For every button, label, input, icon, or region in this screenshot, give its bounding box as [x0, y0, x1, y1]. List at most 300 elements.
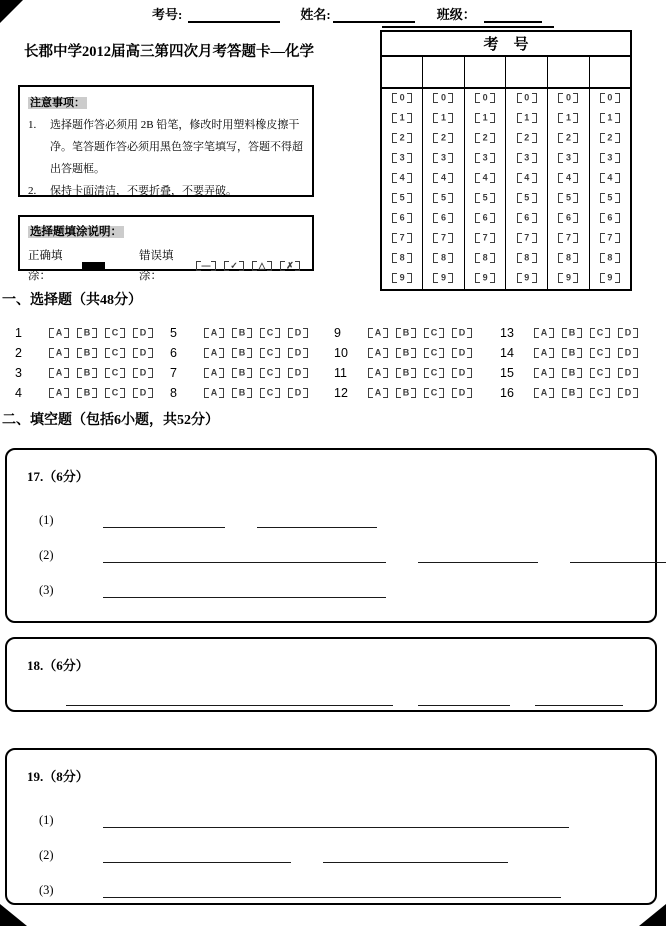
q7-option-C[interactable] — [260, 368, 280, 378]
q6-option-B[interactable] — [232, 348, 252, 358]
exam-no-blank[interactable] — [188, 10, 280, 23]
q13-option-C[interactable] — [590, 328, 610, 338]
exam-no-bubble-2[interactable] — [558, 133, 578, 143]
answer-blank[interactable] — [103, 886, 561, 898]
exam-grid-cell — [506, 189, 548, 209]
bubble-label: A — [374, 347, 382, 358]
exam-no-bubble-7[interactable] — [517, 233, 537, 243]
exam-no-bubble-7[interactable] — [558, 233, 578, 243]
q3-option-D[interactable] — [133, 368, 153, 378]
exam-no-bubble-6[interactable] — [558, 213, 578, 223]
bubble-label: A — [540, 367, 548, 378]
correct-fill-label: 正确填涂： — [28, 250, 63, 282]
bubble-label: C — [596, 327, 604, 338]
bubble-label: C — [266, 367, 274, 378]
q8-option-C[interactable] — [260, 388, 280, 398]
exam-no-bubble-1[interactable] — [517, 113, 537, 123]
q6-option-C[interactable] — [260, 348, 280, 358]
answer-blank[interactable] — [103, 516, 225, 528]
q11-option-C[interactable] — [424, 368, 444, 378]
q6-option-D[interactable] — [288, 348, 308, 358]
q14-option-A[interactable] — [534, 348, 554, 358]
exam-no-bubble-8[interactable] — [517, 253, 537, 263]
answer-blank[interactable] — [535, 694, 623, 706]
q2-option-B[interactable] — [77, 348, 97, 358]
exam-grid-cell — [506, 209, 548, 229]
bubble-label: C — [266, 327, 274, 338]
bubble-label: D — [139, 327, 147, 338]
choice-column — [334, 323, 500, 403]
choice-options — [530, 368, 642, 378]
choice-question-row — [500, 383, 642, 403]
exam-grid-cell — [464, 229, 506, 249]
q4-option-C[interactable] — [105, 388, 125, 398]
fill-section-heading: 二、填空题（包括6小题，共52分） — [2, 413, 219, 428]
q10-option-A[interactable] — [368, 348, 388, 358]
exam-no-bubble-4[interactable] — [475, 173, 495, 183]
bubble-label: D — [139, 347, 147, 358]
bubble-label: 3 — [440, 152, 446, 163]
exam-no-bubble-8[interactable] — [600, 253, 620, 263]
bubble-label: D — [458, 367, 466, 378]
exam-no-bubble-6[interactable] — [475, 213, 495, 223]
bubble-label: 2 — [482, 132, 488, 143]
bubble-label: B — [568, 327, 576, 338]
exam-grid-cell — [381, 88, 423, 109]
question-number: 9 — [334, 326, 341, 340]
q4-option-D[interactable] — [133, 388, 153, 398]
exam-no-bubble-0[interactable] — [392, 93, 412, 103]
q5-option-D[interactable] — [288, 328, 308, 338]
choice-question-row — [15, 323, 170, 343]
answer-blank[interactable] — [103, 816, 569, 828]
q7-option-D[interactable] — [288, 368, 308, 378]
question-box-17 — [5, 448, 657, 623]
bubble-label: 6 — [524, 212, 530, 223]
bubble-label: 4 — [440, 172, 446, 183]
answer-row-number: (1) — [39, 513, 54, 527]
choice-options — [200, 348, 312, 358]
exam-no-bubble-9[interactable] — [392, 273, 412, 283]
exam-no-bubble-4[interactable] — [392, 173, 412, 183]
bubble-label: 2 — [440, 132, 446, 143]
bubble-label: A — [55, 387, 63, 398]
bubble-label: 4 — [565, 172, 571, 183]
exam-no-bubble-2[interactable] — [600, 133, 620, 143]
choice-options — [45, 328, 157, 338]
q2-option-C[interactable] — [105, 348, 125, 358]
class-blank[interactable] — [484, 10, 542, 23]
q4-option-B[interactable] — [77, 388, 97, 398]
bubble-label: 0 — [440, 92, 446, 103]
bubble-label: 8 — [565, 252, 571, 263]
exam-no-bubble-6[interactable] — [517, 213, 537, 223]
answer-blank[interactable] — [103, 586, 386, 598]
q9-option-C[interactable] — [424, 328, 444, 338]
exam-grid-cell — [506, 229, 548, 249]
exam-grid-cell — [506, 169, 548, 189]
q10-option-C[interactable] — [424, 348, 444, 358]
notice-item-number: 2. — [28, 185, 37, 197]
exam-no-bubble-4[interactable] — [558, 173, 578, 183]
q16-option-D[interactable] — [618, 388, 638, 398]
exam-no-bubble-8[interactable] — [475, 253, 495, 263]
exam-number-grid — [380, 30, 632, 291]
q12-option-C[interactable] — [424, 388, 444, 398]
fill-instruction-row — [28, 246, 304, 286]
q12-option-D[interactable] — [452, 388, 472, 398]
exam-grid-cell — [464, 249, 506, 269]
bubble-label: 8 — [524, 252, 530, 263]
q2-option-D[interactable] — [133, 348, 153, 358]
q15-option-C[interactable] — [590, 368, 610, 378]
bubble-label: 7 — [482, 232, 488, 243]
question-number: 1 — [15, 326, 22, 340]
exam-no-bubble-2[interactable] — [517, 133, 537, 143]
exam-no-bubble-7[interactable] — [433, 233, 453, 243]
choice-options — [530, 348, 642, 358]
exam-grid-cell — [548, 129, 590, 149]
question-number: 5 — [170, 326, 177, 340]
exam-no-write-cell[interactable] — [381, 56, 423, 88]
exam-grid-cell — [381, 269, 423, 290]
notice-item-text: 选择题作答必须用 2B 铅笔，修改时用塑料橡皮擦干净。笔答题作答必须用黑色签字笔填写，答题不得超出答题框。 — [50, 119, 303, 175]
q1-option-A[interactable] — [49, 328, 69, 338]
q16-option-A[interactable] — [534, 388, 554, 398]
exam-no-write-cell[interactable] — [423, 56, 465, 88]
q16-option-C[interactable] — [590, 388, 610, 398]
exam-no-bubble-3[interactable] — [433, 153, 453, 163]
exam-no-bubble-8[interactable] — [558, 253, 578, 263]
answer-blank[interactable] — [323, 851, 508, 863]
wrong-fill-label: 错误填涂： — [139, 250, 174, 282]
bubble-label: 1 — [482, 112, 488, 123]
bubble-label: C — [111, 367, 119, 378]
exam-grid-cell — [589, 189, 631, 209]
q1-option-C[interactable] — [105, 328, 125, 338]
q8-option-D[interactable] — [288, 388, 308, 398]
bubble-label: D — [624, 327, 632, 338]
exam-grid-cell — [589, 229, 631, 249]
name-blank[interactable] — [333, 10, 415, 23]
choice-column — [500, 323, 642, 403]
exam-grid-cell — [589, 269, 631, 290]
exam-no-bubble-6[interactable] — [392, 213, 412, 223]
answer-row — [39, 549, 655, 563]
exam-no-bubble-3[interactable] — [475, 153, 495, 163]
exam-grid-cell — [381, 229, 423, 249]
choice-options — [200, 388, 312, 398]
notice-item — [28, 114, 304, 180]
bubble-label: 9 — [482, 272, 488, 283]
answer-blank[interactable] — [257, 516, 377, 528]
choice-options — [364, 348, 476, 358]
exam-no-write-cell[interactable] — [548, 56, 590, 88]
exam-no-bubble-2[interactable] — [392, 133, 412, 143]
bubble-label: 1 — [565, 112, 571, 123]
answer-blank[interactable] — [418, 694, 510, 706]
exam-no-bubble-3[interactable] — [517, 153, 537, 163]
bubble-label: B — [402, 347, 410, 358]
exam-no-write-cell[interactable] — [589, 56, 631, 88]
q11-option-B[interactable] — [396, 368, 416, 378]
exam-no-bubble-9[interactable] — [475, 273, 495, 283]
exam-no-bubble-0[interactable] — [558, 93, 578, 103]
exam-no-bubble-8[interactable] — [433, 253, 453, 263]
exam-grid-cell — [548, 229, 590, 249]
exam-grid-cell — [548, 269, 590, 290]
choice-options — [200, 368, 312, 378]
bubble-label: D — [294, 367, 302, 378]
exam-grid-title: 考 号 — [381, 31, 631, 56]
exam-no-bubble-9[interactable] — [600, 273, 620, 283]
exam-no-bubble-0[interactable] — [433, 93, 453, 103]
bubble-label: D — [294, 387, 302, 398]
q9-option-D[interactable] — [452, 328, 472, 338]
q16-option-B[interactable] — [562, 388, 582, 398]
exam-grid-cell — [423, 129, 465, 149]
exam-grid-cell — [548, 169, 590, 189]
bubble-label: D — [624, 387, 632, 398]
bubble-label: A — [210, 347, 218, 358]
bubble-label: 0 — [399, 92, 405, 103]
bubble-label: 9 — [524, 272, 530, 283]
exam-no-bubble-8[interactable] — [392, 253, 412, 263]
bubble-label: B — [402, 327, 410, 338]
choice-options — [45, 368, 157, 378]
exam-no-bubble-5[interactable] — [517, 193, 537, 203]
bubble-label: 8 — [399, 252, 405, 263]
choice-question-row — [170, 323, 334, 343]
exam-no-bubble-5[interactable] — [392, 193, 412, 203]
q1-option-D[interactable] — [133, 328, 153, 338]
bubble-label: B — [83, 387, 91, 398]
exam-no-bubble-1[interactable] — [558, 113, 578, 123]
bubble-label: 3 — [607, 152, 613, 163]
question-number: 4 — [15, 386, 22, 400]
exam-no-bubble-4[interactable] — [517, 173, 537, 183]
bubble-label: 6 — [399, 212, 405, 223]
exam-grid-cell — [506, 109, 548, 129]
exam-no-bubble-5[interactable] — [600, 193, 620, 203]
question-number: 16 — [500, 386, 514, 400]
q11-option-A[interactable] — [368, 368, 388, 378]
q13-option-A[interactable] — [534, 328, 554, 338]
exam-no-bubble-2[interactable] — [475, 133, 495, 143]
q1-option-B[interactable] — [77, 328, 97, 338]
bubble-label: D — [624, 367, 632, 378]
q12-option-B[interactable] — [396, 388, 416, 398]
bubble-label: 1 — [440, 112, 446, 123]
choice-question-row — [334, 383, 500, 403]
bubble-label: A — [540, 327, 548, 338]
bubble-label: A — [374, 367, 382, 378]
exam-no-bubble-9[interactable] — [517, 273, 537, 283]
bubble-label: C — [430, 367, 438, 378]
bubble-label: ✗ — [286, 260, 294, 271]
exam-grid-cell — [423, 269, 465, 290]
q4-option-A[interactable] — [49, 388, 69, 398]
choice-grid — [12, 323, 660, 403]
q5-option-A[interactable] — [204, 328, 224, 338]
bubble-label: C — [266, 387, 274, 398]
q14-option-C[interactable] — [590, 348, 610, 358]
bubble-label: 7 — [524, 232, 530, 243]
q12-option-A[interactable] — [368, 388, 388, 398]
bubble-label: C — [596, 367, 604, 378]
choice-question-row — [334, 323, 500, 343]
bubble-label: C — [430, 387, 438, 398]
q15-option-B[interactable] — [562, 368, 582, 378]
exam-no-bubble-3[interactable] — [392, 153, 412, 163]
exam-no-bubble-6[interactable] — [433, 213, 453, 223]
exam-no-bubble-9[interactable] — [433, 273, 453, 283]
exam-no-bubble-5[interactable] — [433, 193, 453, 203]
exam-grid-cell — [548, 209, 590, 229]
choice-question-row — [500, 363, 642, 383]
bubble-label: C — [596, 387, 604, 398]
choice-question-row — [170, 343, 334, 363]
exam-no-bubble-7[interactable] — [392, 233, 412, 243]
header-divider-line — [382, 26, 554, 28]
answer-blank[interactable] — [570, 551, 666, 563]
bubble-label: A — [540, 347, 548, 358]
exam-grid-cell — [381, 189, 423, 209]
answer-row-number: (3) — [39, 583, 54, 597]
exam-no-bubble-1[interactable] — [392, 113, 412, 123]
q15-option-A[interactable] — [534, 368, 554, 378]
choice-question-row — [500, 323, 642, 343]
choice-options — [45, 348, 157, 358]
q7-option-A[interactable] — [204, 368, 224, 378]
exam-no-bubble-6[interactable] — [600, 213, 620, 223]
exam-grid-cell — [423, 229, 465, 249]
fill-instruction-heading: 选择题填涂说明： — [30, 226, 122, 238]
choice-question-row — [15, 343, 170, 363]
exam-no-bubble-0[interactable] — [475, 93, 495, 103]
exam-no-bubble-4[interactable] — [600, 173, 620, 183]
exam-grid-cell — [589, 88, 631, 109]
exam-no-bubble-1[interactable] — [433, 113, 453, 123]
exam-no-write-cell[interactable] — [464, 56, 506, 88]
q13-option-B[interactable] — [562, 328, 582, 338]
bubble-label: 2 — [565, 132, 571, 143]
q2-option-A[interactable] — [49, 348, 69, 358]
bubble-label: 2 — [607, 132, 613, 143]
exam-no-bubble-3[interactable] — [558, 153, 578, 163]
bubble-label: B — [83, 327, 91, 338]
bubble-label: B — [568, 387, 576, 398]
answer-row — [39, 849, 655, 863]
q3-option-B[interactable] — [77, 368, 97, 378]
q14-option-B[interactable] — [562, 348, 582, 358]
bubble-label: D — [139, 387, 147, 398]
exam-grid-cell — [506, 249, 548, 269]
exam-grid-cell — [548, 149, 590, 169]
bubble-label: 1 — [607, 112, 613, 123]
exam-no-bubble-7[interactable] — [600, 233, 620, 243]
answer-blank[interactable] — [418, 551, 538, 563]
bubble-label: C — [111, 347, 119, 358]
bubble-label: B — [83, 347, 91, 358]
answer-blank[interactable] — [66, 694, 393, 706]
question-number: 10 — [334, 346, 348, 360]
notice-heading: 注意事项： — [30, 97, 85, 109]
exam-no-bubble-5[interactable] — [558, 193, 578, 203]
answer-blank[interactable] — [103, 551, 386, 563]
q10-option-D[interactable] — [452, 348, 472, 358]
exam-no-bubble-7[interactable] — [475, 233, 495, 243]
q13-option-D[interactable] — [618, 328, 638, 338]
wrong-fill-marks — [192, 261, 304, 271]
bubble-label: 1 — [399, 112, 405, 123]
q11-option-D[interactable] — [452, 368, 472, 378]
exam-no-bubble-5[interactable] — [475, 193, 495, 203]
bubble-label: 7 — [399, 232, 405, 243]
bubble-label: 5 — [440, 192, 446, 203]
exam-no-bubble-1[interactable] — [600, 113, 620, 123]
q7-option-B[interactable] — [232, 368, 252, 378]
bubble-label: B — [402, 387, 410, 398]
bubble-label: B — [238, 367, 246, 378]
q10-option-B[interactable] — [396, 348, 416, 358]
q9-option-A[interactable] — [368, 328, 388, 338]
exam-no-bubble-9[interactable] — [558, 273, 578, 283]
q5-option-C[interactable] — [260, 328, 280, 338]
exam-grid-cell — [423, 109, 465, 129]
bubble-label: 1 — [524, 112, 530, 123]
choice-question-row — [15, 363, 170, 383]
choice-options — [364, 368, 476, 378]
question-number: 2 — [15, 346, 22, 360]
q14-option-D[interactable] — [618, 348, 638, 358]
q15-option-D[interactable] — [618, 368, 638, 378]
exam-grid-cell — [464, 189, 506, 209]
exam-no-bubble-0[interactable] — [600, 93, 620, 103]
q8-option-A[interactable] — [204, 388, 224, 398]
q8-option-B[interactable] — [232, 388, 252, 398]
exam-grid-cell — [548, 109, 590, 129]
question-box-19 — [5, 748, 657, 905]
exam-grid-cell — [423, 209, 465, 229]
exam-no-bubble-2[interactable] — [433, 133, 453, 143]
question-number: 11 — [334, 366, 347, 380]
q3-option-A[interactable] — [49, 368, 69, 378]
bubble-label: 5 — [482, 192, 488, 203]
q9-option-B[interactable] — [396, 328, 416, 338]
q6-option-A[interactable] — [204, 348, 224, 358]
bubble-label: C — [430, 347, 438, 358]
exam-grid-cell — [464, 209, 506, 229]
exam-no-bubble-0[interactable] — [517, 93, 537, 103]
student-info-header — [152, 4, 542, 23]
exam-grid-cell — [464, 149, 506, 169]
exam-no-write-cell[interactable] — [506, 56, 548, 88]
exam-no-bubble-3[interactable] — [600, 153, 620, 163]
answer-row — [39, 814, 655, 828]
exam-grid-cell — [589, 129, 631, 149]
exam-no-bubble-4[interactable] — [433, 173, 453, 183]
q5-option-B[interactable] — [232, 328, 252, 338]
fill-instruction-box — [18, 215, 314, 282]
exam-no-bubble-1[interactable] — [475, 113, 495, 123]
bubble-label: C — [596, 347, 604, 358]
exam-grid-cell — [506, 88, 548, 109]
answer-blank[interactable] — [103, 851, 291, 863]
exam-grid-cell — [381, 249, 423, 269]
exam-grid-cell — [381, 109, 423, 129]
q3-option-C[interactable] — [105, 368, 125, 378]
